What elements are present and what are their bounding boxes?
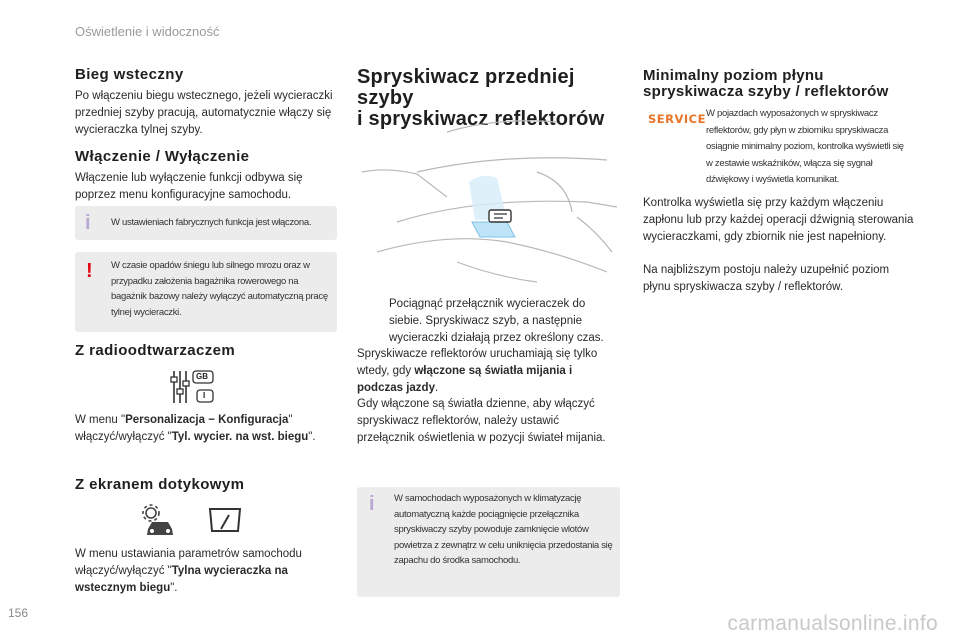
- car-front-illustration: [357, 112, 620, 284]
- radio-text-suffix: ".: [308, 431, 316, 443]
- touchscreen-text: [75, 546, 340, 597]
- watermark: carmanualsonline.info: [727, 612, 938, 635]
- page-number: 156: [8, 606, 29, 620]
- running-header: Oświetlenie i widoczność: [75, 24, 220, 39]
- radio-option-name: Tyl. wycier. na wst. biegu: [171, 431, 309, 443]
- touchscreen-text-prefix: W menu ustawiania parametrów samochodu włączyć/wyłączyć ": [75, 548, 302, 577]
- info-note-climate: [357, 487, 620, 597]
- gb-label: GB: [196, 372, 208, 381]
- radio-text: [75, 412, 350, 446]
- headlamp-washer-illustration: [357, 112, 620, 284]
- info-icon: i: [369, 493, 375, 515]
- warning-icon: !: [86, 260, 93, 282]
- level-paragraph-1: Kontrolka wyświetla się przy każdym włączeniu zapłonu lub przy każdej operacji dźwignią sterowania wycieraczkami, gdy zbiornik nie jest napełniony.: [643, 197, 914, 243]
- heading-reverse-gear: Bieg wsteczny: [75, 66, 184, 83]
- info-icon: i: [85, 212, 91, 234]
- washer-p1-bold: włączone są światła mijania i podczas jazdy: [357, 365, 573, 394]
- rear-wiper-icon: [207, 506, 243, 534]
- radio-text-prefix: W menu ": [75, 414, 126, 426]
- warning-note-text: W czasie opadów śniegu lub silnego mrozu oraz w przypadku założenia bagażnika rowerowego na bagażnik bazowy należy wyłączyć automatyczną pracę tylnej wycieraczki.: [111, 260, 328, 318]
- warning-note-snow: [75, 252, 337, 332]
- service-warning-icon: SERVICE: [648, 112, 706, 126]
- heading-min-level: [643, 68, 918, 100]
- heading-washer-line1: Spryskiwacz przedniej szyby: [357, 66, 575, 109]
- reverse-gear-text: Po włączeniu biegu wstecznego, jeżeli wycieraczki przedniej szyby pracują, automatycznie włączy się wycieraczka tylnej szyby.: [75, 90, 333, 136]
- heading-on-off: Włączenie / Wyłączenie: [75, 148, 250, 165]
- washer-paragraph-1: [357, 346, 619, 397]
- i-label: I: [203, 391, 206, 400]
- bullet-item: [367, 296, 619, 347]
- washer-paragraph-2: Gdy włączone są światła dzienne, aby włączyć spryskiwacz reflektorów, należy ustawić przełącznik oświetlenia w pozycji świateł mijania.: [357, 398, 606, 444]
- info-note-text: W ustawieniach fabrycznych funkcja jest włączona.: [111, 217, 312, 228]
- radio-text-mid: " włączyć/wyłączyć ": [75, 414, 293, 443]
- on-off-text: Włączenie lub wyłączenie funkcji odbywa się poprzez menu konfiguracyjne samochodu.: [75, 172, 303, 201]
- car-settings-icon: [140, 503, 178, 539]
- heading-min-level-line2: spryskiwacza szyby / reflektorów: [643, 83, 889, 100]
- heading-washer-line2: i spryskiwacz reflektorów: [357, 108, 605, 130]
- touchscreen-option-name: Tylna wycieraczka na wstecznym biegu: [75, 565, 288, 594]
- service-note-text: W pojazdach wyposażonych w spryskiwacz reflektorów, gdy płyn w zbiorniku spryskiwacza osiągnie minimalny poziom, kontrolka wyświetli się w zestawie wskaźników, włącza się sygnał dźwiękowy i wyświetla komunikat.: [706, 108, 904, 185]
- touchscreen-text-suffix: ".: [170, 582, 178, 594]
- washer-p1-suffix: .: [434, 382, 439, 394]
- heading-radio: Z radioodtwarzaczem: [75, 342, 236, 359]
- info-note-factory: [75, 206, 337, 240]
- bullet-text: Pociągnąć przełącznik wycieraczek do siebie. Spryskiwacz szyb, a następnie wycieraczki działają przez określony czas.: [389, 298, 604, 344]
- washer-p1-prefix: Spryskiwacze reflektorów uruchamiają się tylko wtedy, gdy: [357, 348, 598, 377]
- info-note-climate-text: W samochodach wyposażonych w klimatyzację automatyczną każde pociągnięcie przełącznika spryskiwaczy szyby powoduje zamknięcie wlotów powietrza z zewnątrz w celu uniknięcia przedostania się zapachu do środka samochodu.: [394, 493, 613, 566]
- heading-touchscreen: Z ekranem dotykowym: [75, 476, 245, 493]
- radio-settings-icon: [170, 368, 222, 406]
- level-paragraph-2: Na najbliższym postoju należy uzupełnić poziom płynu spryskiwacza szyby / reflektorów.: [643, 264, 890, 293]
- radio-menu-name: Personalizacja − Konfiguracja: [125, 414, 289, 426]
- heading-min-level-line1: Minimalny poziom płynu: [643, 67, 824, 84]
